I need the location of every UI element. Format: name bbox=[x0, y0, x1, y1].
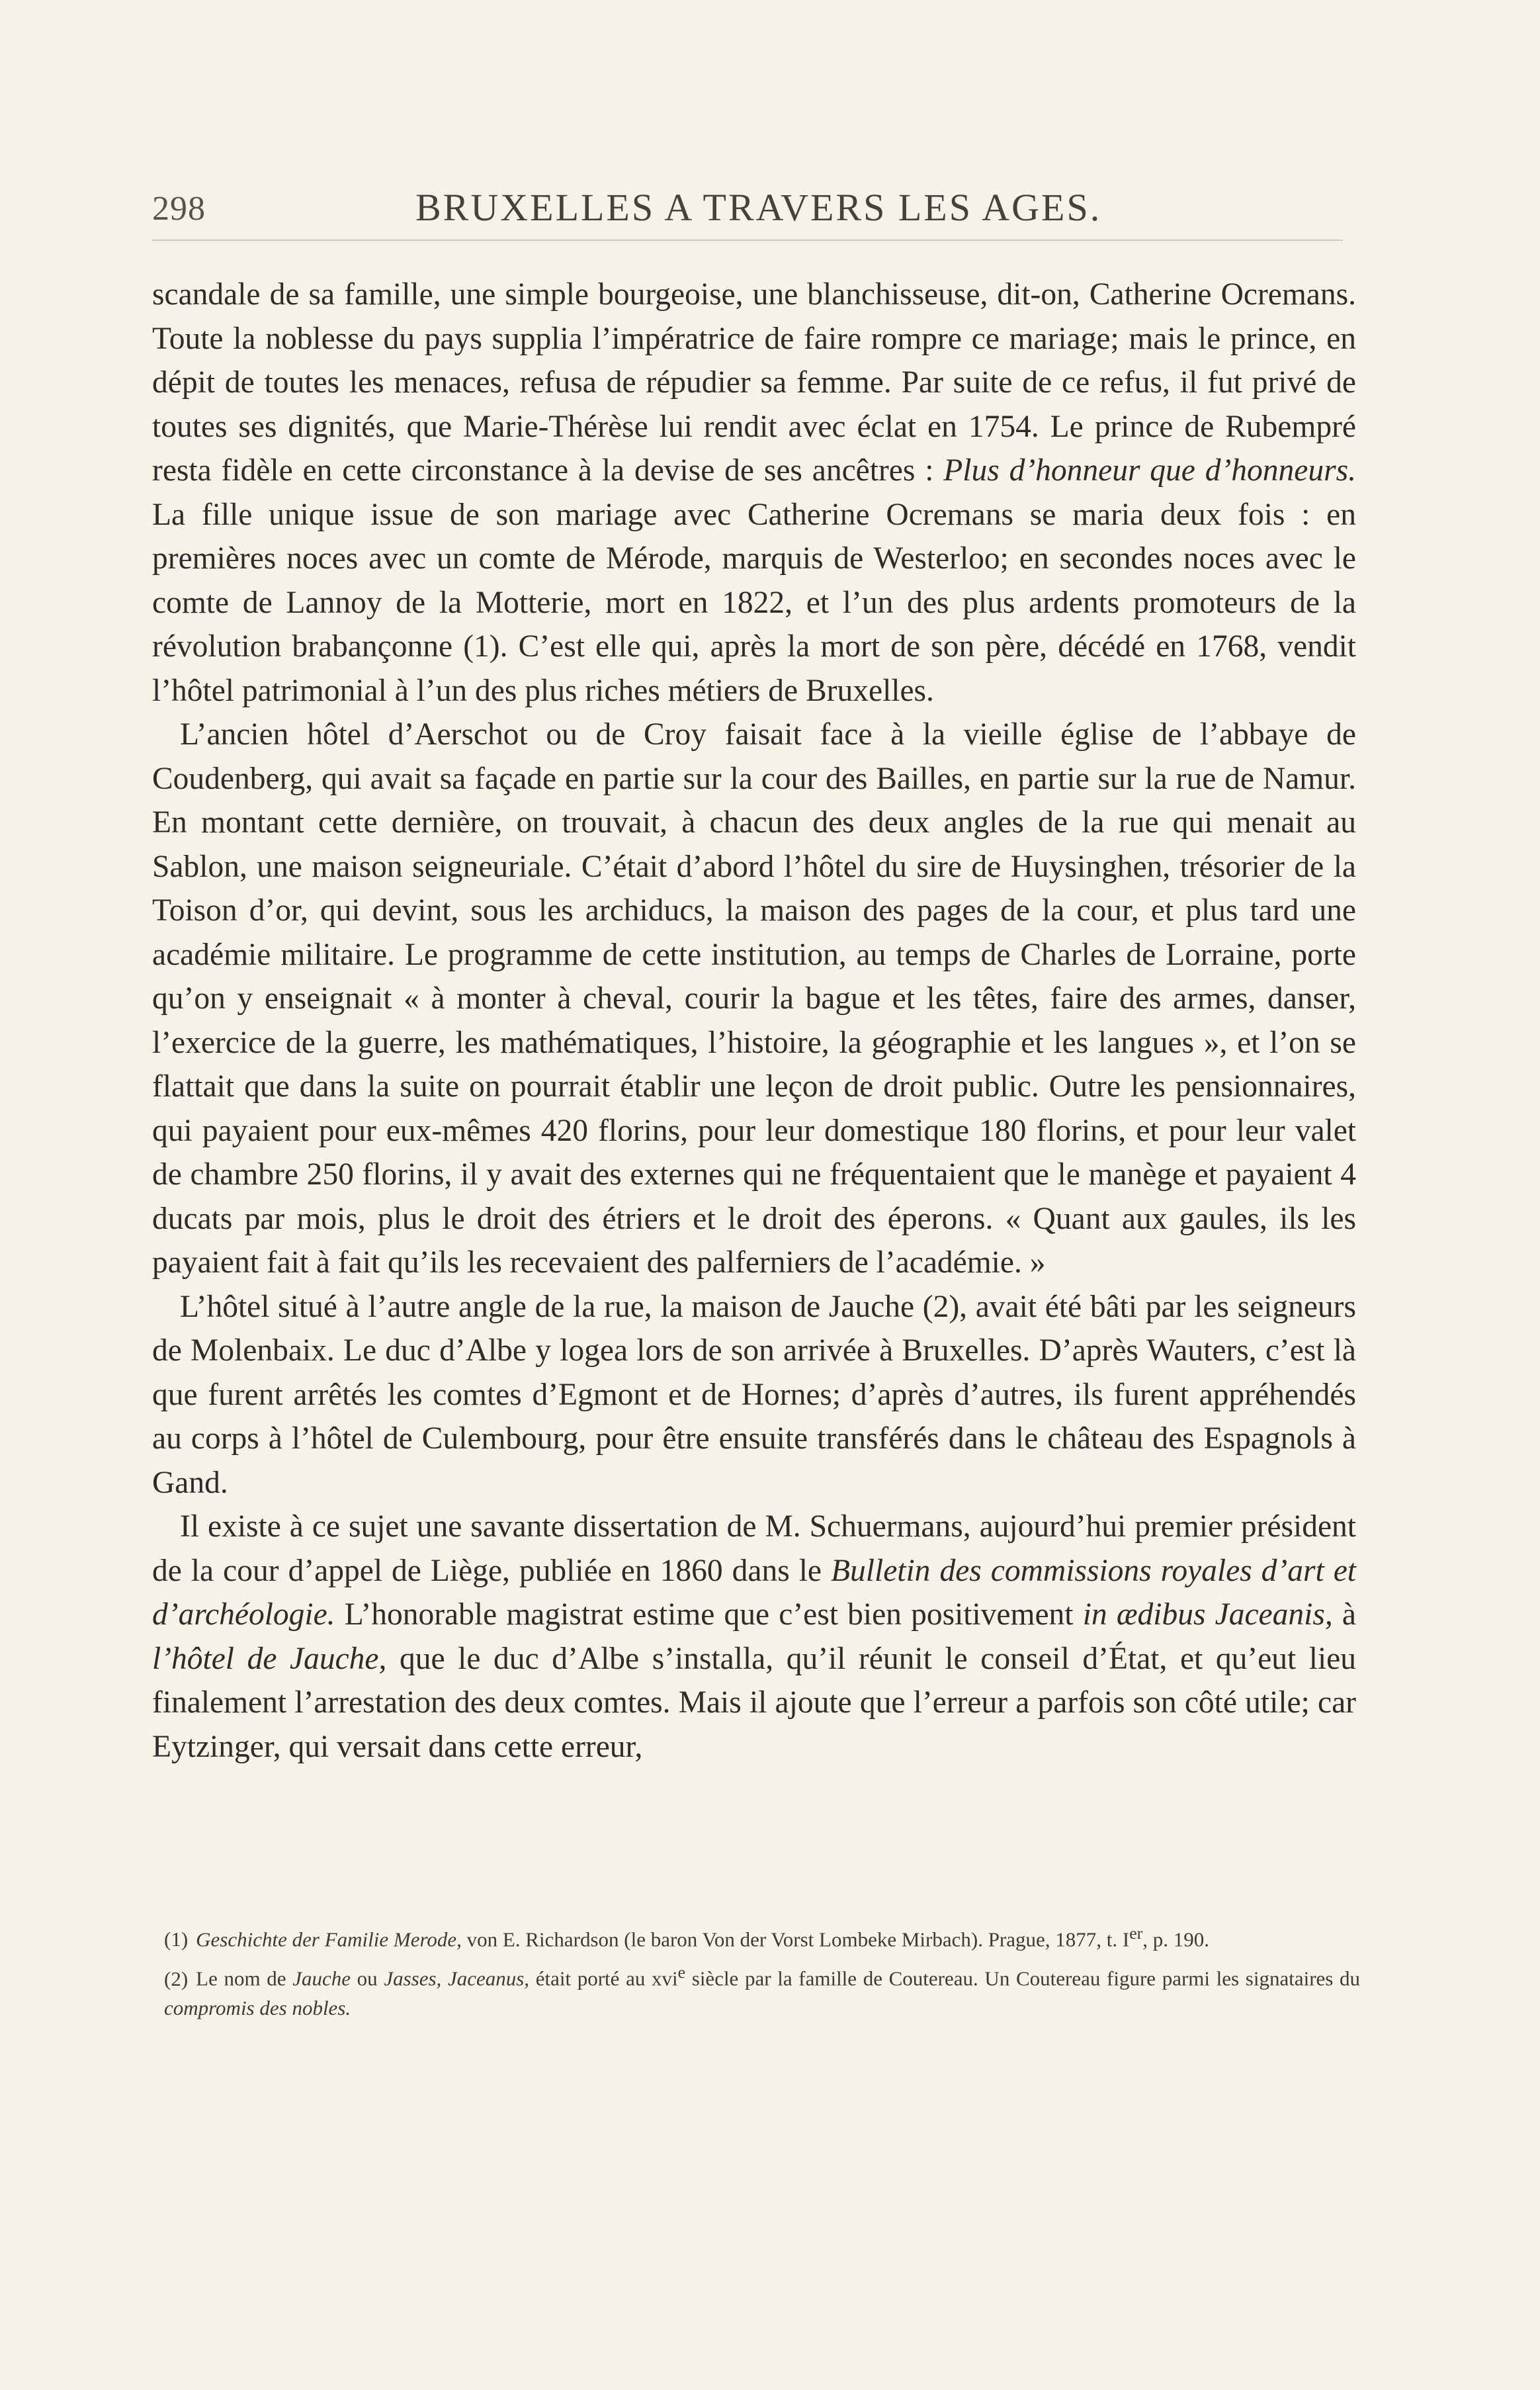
text-run: La fille unique issue de son mariage avec Catherine Ocremans se maria deux fois : en premières noces avec un comte de Mérode, marquis de Westerloo; en secondes noces avec le comte de Lannoy de la Motterie, mort en 1822, et l’un des plus ardents promoteurs de la révolution brabançonne (1). C’est elle qui, après la mort de son père, décédé en 1768, vendit l’hôtel patrimonial à l’un des plus riches métiers de Bruxelles. bbox=[152, 497, 1356, 708]
footnote-marker: (1) bbox=[164, 1927, 189, 1951]
superscript: e bbox=[677, 1963, 686, 1982]
page-header bbox=[152, 183, 1343, 236]
footnote bbox=[164, 1919, 1360, 1954]
text-run: Il existe à ce sujet une savante dissertation de M. Schuermans, aujourd’hui premier président de la cour d’appel de Liège, publiée en 1860 dans le bbox=[152, 1509, 1356, 1588]
italic-hotel-name: l’hôtel de Jauche, bbox=[152, 1641, 387, 1676]
italic-motto: Plus d’honneur que d’honneurs. bbox=[943, 453, 1356, 488]
text-run: siècle par la famille de Coutereau. Un Coutereau figure parmi les signataires du bbox=[685, 1967, 1361, 1990]
footnote bbox=[164, 1958, 1360, 2022]
body-paragraph bbox=[152, 1505, 1356, 1769]
text-run: von E. Richardson (le baron Von der Vorst Lombeke Mirbach). Prague, 1877, t. I bbox=[461, 1927, 1130, 1951]
text-run: L’honorable magistrat estime que c’est bien positivement bbox=[335, 1597, 1083, 1632]
footnote-marker: (2) bbox=[164, 1967, 189, 1990]
text-run: ou bbox=[351, 1967, 384, 1990]
italic-book-title: Geschichte der Familie Merode, bbox=[196, 1927, 462, 1951]
body-paragraph bbox=[152, 273, 1356, 713]
page-number: 298 bbox=[152, 190, 206, 228]
text-run: était porté au xvi bbox=[529, 1967, 678, 1990]
text-run: scandale de sa famille, une simple bourgeoise, une blanchisseuse, dit-on, Catherine Ocremans. Toute la noblesse du pays supplia l’impératrice de faire rompre ce mariage; mais le prince, en dépit de toutes les menaces, refusa de répudier sa femme. Par suite de ce refus, il fut privé de toutes ses dignités, que Marie-Thérèse lui rendit avec éclat en 1754. Le prince de Rubempré resta fidèle en cette circonstance à la devise de ses ancêtres : bbox=[152, 277, 1356, 488]
italic-latin-phrase: in ædibus Jaceanis, bbox=[1082, 1597, 1333, 1632]
body-paragraph: L’ancien hôtel d’Aerschot ou de Croy faisait face à la vieille église de l’abbaye de Coudenberg, qui avait sa façade en partie sur la cour des Bailles, en partie sur la rue de Namur. En montant cette dernière, on trouvait, à chacun des deux angles de la rue qui menait au Sablon, une maison seigneuriale. C’était d’abord l’hôtel du sire de Huysinghen, trésorier de la Toison d’or, qui devint, sous les archiducs, la maison des pages de la cour, et plus tard une académie militaire. Le programme de cette institution, au temps de Charles de Lorraine, porte qu’on y enseignait « à monter à cheval, courir la bague et les têtes, faire des armes, danser, l’exercice de la guerre, les mathématiques, l’histoire, la géographie et les langues », et l’on se flattait que dans la suite on pourrait établir une leçon de droit public. Outre les pensionnaires, qui payaient pour eux-mêmes 420 florins, pour leur domestique 180 florins, et pour leur valet de chambre 250 florins, il y avait des externes qui ne fréquentaient que le manège et payaient 4 ducats par mois, plus le droit des étriers et le droit des éperons. « Quant aux gaules, ils les payaient fait à fait qu’ils les recevaient des palferniers de l’académie. » bbox=[152, 717, 1356, 1280]
italic-document-title: compromis des nobles. bbox=[164, 1996, 351, 2019]
superscript: er bbox=[1129, 1924, 1143, 1943]
body-paragraph: L’hôtel situé à l’autre angle de la rue, la maison de Jauche (2), avait été bâti par les seigneurs de Molenbaix. Le duc d’Albe y logea lors de son arrivée à Bruxelles. D’après Wauters, c’est là que furent arrêtés les comtes d’Egmont et de Hornes; d’après d’autres, ils furent appréhendés au corps à l’hôtel de Culembourg, pour être ensuite transférés dans le château des Espagnols à Gand. bbox=[152, 1289, 1356, 1500]
text-run: à bbox=[1332, 1597, 1356, 1632]
text-run: Le nom de bbox=[196, 1967, 293, 1990]
header-rule bbox=[152, 240, 1343, 241]
footnotes bbox=[164, 1919, 1360, 2027]
italic-name: Jauche bbox=[292, 1967, 351, 1990]
italic-publication-title: Bulletin des commissions royales d’art et d’archéologie. bbox=[152, 1553, 1356, 1632]
text-run: , p. 190. bbox=[1142, 1927, 1210, 1951]
italic-name: Jasses, Jaceanus, bbox=[384, 1967, 530, 1990]
body-text bbox=[152, 273, 1356, 1769]
running-title: BRUXELLES A TRAVERS LES AGES. bbox=[415, 186, 1102, 229]
text-run: que le duc d’Albe s’installa, qu’il réunit le conseil d’État, et qu’eut lieu finalement l’arrestation des deux comtes. Mais il ajoute que l’erreur a parfois son côté utile; car Eytzinger, qui versait dans cette erreur, bbox=[152, 1641, 1356, 1764]
